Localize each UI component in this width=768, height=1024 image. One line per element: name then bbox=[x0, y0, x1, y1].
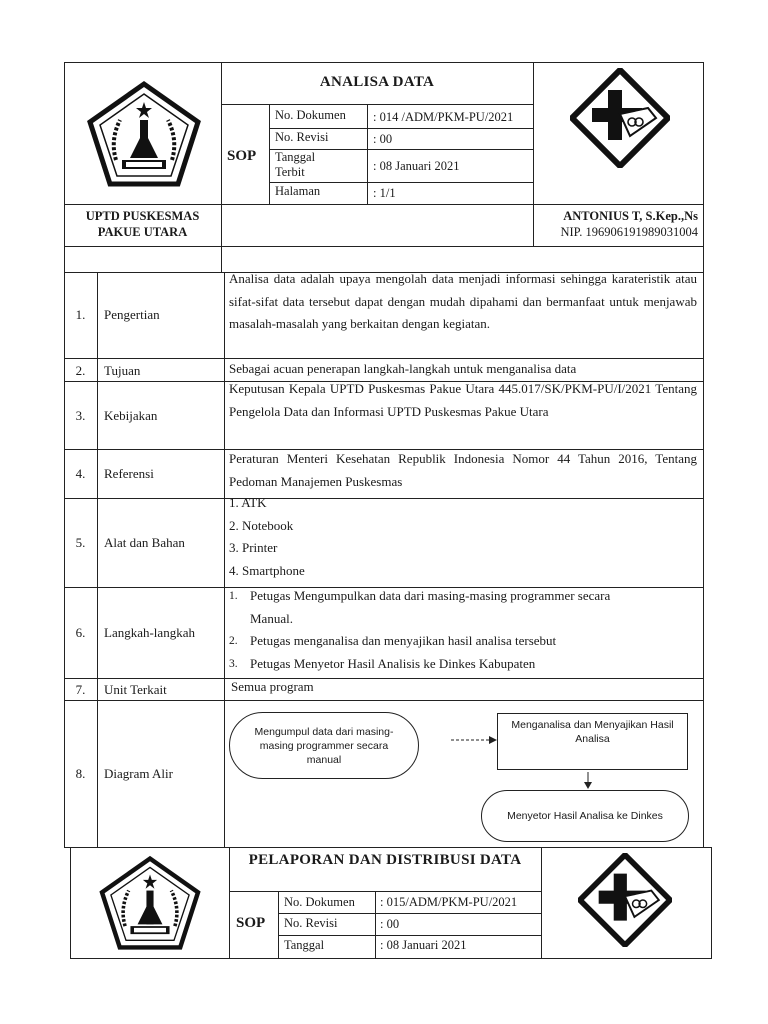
sop-document-analisa-data bbox=[64, 62, 704, 848]
meta-value-no-revisi: : 00 bbox=[373, 132, 393, 146]
meta-value-no-dokumen: : 014 /ADM/PKM-PU/2021 bbox=[373, 110, 514, 124]
regency-seal-logo bbox=[86, 80, 202, 188]
sop-label: SOP bbox=[227, 148, 257, 164]
row-number-3: 3. bbox=[75, 408, 86, 423]
row-number-1: 1. bbox=[75, 307, 86, 322]
organization-name bbox=[64, 208, 221, 240]
meta-label-tanggal-terbit: Tanggal Terbit bbox=[275, 150, 316, 179]
row-number-8: 8. bbox=[75, 766, 86, 781]
step-number: 3. bbox=[229, 658, 238, 671]
row-label-unit-terkait: Unit Terkait bbox=[104, 682, 167, 697]
step-text: Petugas menganalisa dan menyajikan hasil analisa tersebut bbox=[250, 633, 557, 649]
sop-label: SOP bbox=[236, 915, 266, 931]
tools-list-item: 2. Notebook bbox=[229, 517, 294, 533]
meta-value-tanggal-terbit: : 08 Januari 2021 bbox=[373, 159, 460, 173]
step-text: Petugas Menyetor Hasil Analisis ke Dinkes Kabupaten bbox=[250, 656, 536, 672]
row-label-diagram-alir: Diagram Alir bbox=[104, 766, 173, 781]
meta-value-no-dokumen: : 015/ADM/PKM-PU/2021 bbox=[380, 895, 518, 909]
tools-list bbox=[229, 492, 305, 583]
step-text: Petugas Mengumpulkan data dari masing-masing programmer secara bbox=[250, 588, 611, 603]
steps-list bbox=[229, 585, 699, 676]
row-number-5: 5. bbox=[75, 535, 86, 550]
organization-line-1: UPTD PUSKESMAS bbox=[85, 209, 200, 223]
meta-label-tanggal: Tanggal bbox=[284, 938, 325, 952]
arrow-right-icon bbox=[449, 732, 499, 748]
row-number-7: 7. bbox=[75, 682, 86, 697]
tools-list-item: 1. ATK bbox=[229, 495, 267, 510]
row-number-2: 2. bbox=[75, 363, 86, 378]
row-number-4: 4. bbox=[75, 466, 86, 481]
step-text-continued: Manual. bbox=[250, 610, 293, 626]
flow-step-submit-to-dinkes: Menyetor Hasil Analisa ke Dinkes bbox=[481, 790, 689, 842]
head-name: ANTONIUS T, S.Kep.,Ns bbox=[563, 209, 698, 223]
row-label-kebijakan: Kebijakan bbox=[104, 408, 158, 423]
row-content-unit-terkait: Semua program bbox=[231, 679, 314, 694]
row-content-referensi: Peraturan Menteri Kesehatan Republik Indonesia Nomor 44 Tahun 2016, Tentang Pedoman Manajemen Puskesmas bbox=[229, 451, 697, 489]
meta-label-no-dokumen: No. Dokumen bbox=[275, 108, 346, 122]
row-label-tujuan: Tujuan bbox=[104, 363, 141, 378]
document-title: ANALISA DATA bbox=[319, 74, 435, 90]
tools-list-item: 4. Smartphone bbox=[229, 563, 305, 579]
tools-list-item: 3. Printer bbox=[229, 540, 278, 556]
row-label-alat-dan-bahan: Alat dan Bahan bbox=[104, 535, 185, 550]
row-number-6: 6. bbox=[75, 625, 86, 640]
puskesmas-logo bbox=[570, 68, 670, 168]
step-item-1 bbox=[229, 585, 699, 608]
puskesmas-logo bbox=[578, 853, 672, 947]
step-number: 1. bbox=[229, 590, 238, 602]
step-number: 2. bbox=[229, 635, 238, 648]
meta-label-no-revisi: No. Revisi bbox=[275, 130, 329, 144]
regency-seal-logo bbox=[92, 855, 208, 951]
row-label-pengertian: Pengertian bbox=[104, 307, 160, 322]
meta-value-no-revisi: : 00 bbox=[380, 917, 400, 931]
row-content-kebijakan: Keputusan Kepala UPTD Puskesmas Pakue Utara 445.017/SK/PKM-PU/I/2021 Tentang Pengelola Data dan Informasi UPTD Puskesmas Pakue Utara bbox=[229, 381, 697, 419]
flow-step-collect-data: Mengumpul data dari masing-masing programmer secara manual bbox=[229, 712, 419, 779]
row-label-langkah-langkah: Langkah-langkah bbox=[104, 625, 195, 640]
flow-step-analyze-present: Menganalisa dan Menyajikan Hasil Analisa bbox=[497, 713, 688, 770]
row-content-tujuan: Sebagai acuan penerapan langkah-langkah untuk menganalisa data bbox=[229, 361, 577, 376]
step-item-3 bbox=[229, 653, 699, 676]
row-label-referensi: Referensi bbox=[104, 466, 154, 481]
meta-value-halaman: : 1/1 bbox=[373, 186, 396, 200]
head-signature-block bbox=[533, 208, 698, 240]
organization-line-2: PAKUE UTARA bbox=[97, 225, 188, 239]
row-content-pengertian: Analisa data adalah upaya mengolah data menjadi informasi sehingga karateristik atau sifat-sifat data tersebut dapat dengan mudah dipahami dan bermanfaat untuk menjawab masalah-masalah yang berkaitan dengan kegiatan. bbox=[229, 271, 697, 332]
document-title: PELAPORAN DAN DISTRIBUSI DATA bbox=[248, 852, 522, 868]
head-nip: NIP. 196906191989031004 bbox=[560, 225, 698, 239]
meta-label-no-revisi: No. Revisi bbox=[284, 916, 338, 930]
meta-value-tanggal: : 08 Januari 2021 bbox=[380, 938, 467, 952]
meta-label-halaman: Halaman bbox=[275, 184, 321, 198]
meta-label-no-dokumen: No. Dokumen bbox=[284, 895, 355, 909]
step-item-2 bbox=[229, 630, 699, 653]
arrow-down-icon bbox=[582, 772, 594, 790]
sop-document-pelaporan bbox=[70, 847, 712, 959]
